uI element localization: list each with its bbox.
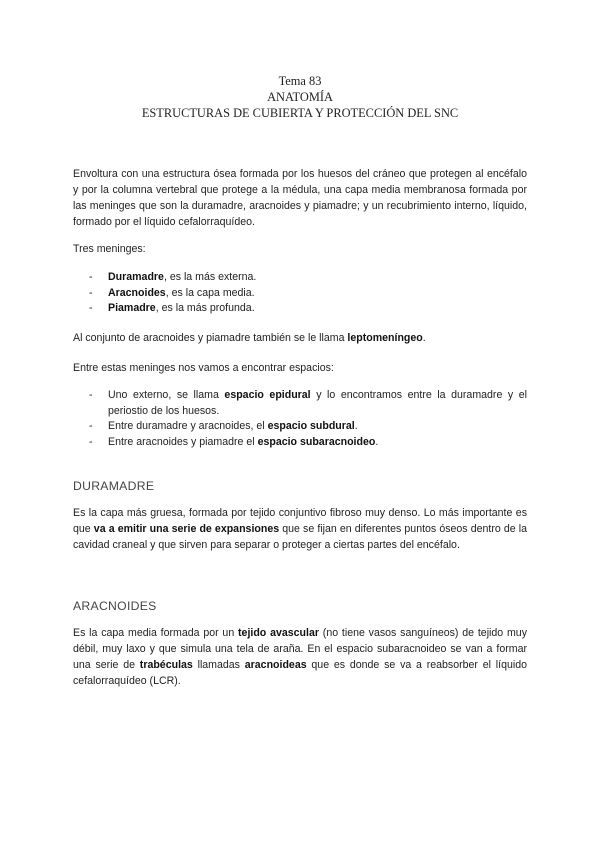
- term-trabeculas: trabéculas: [139, 659, 193, 671]
- term-leptomeningeo: leptomeníngeo: [347, 332, 423, 344]
- term-piamadre: Piamadre: [108, 302, 156, 315]
- duramadre-paragraph: Es la capa más gruesa, formada por tejido conjuntivo fibroso muy denso. Lo más importante es que va a emitir una serie de expansiones que se fijan en diferentes puntos óseos dentro de la cavidad craneal y que sirven para separar o proteger a ciertas partes del encéfalo.: [73, 507, 527, 551]
- term-aracnoides: Aracnoides: [108, 286, 166, 299]
- title-main: ESTRUCTURAS DE CUBIERTA Y PROTECCIÓN DEL SNC: [141, 106, 459, 120]
- espacios-list: [89, 388, 527, 450]
- list-item: - Aracnoides, es la capa media.: [89, 286, 255, 299]
- term-espacio-subdural: espacio subdural: [267, 420, 355, 433]
- list-item: - Piamadre, es la más profunda.: [89, 302, 255, 315]
- term-duramadre: Duramadre: [108, 271, 164, 283]
- document-title: [0, 73, 600, 121]
- list-item: - Entre duramadre y aracnoides, el espacio subdural.: [89, 420, 358, 433]
- espacios-intro: Entre estas meninges nos vamos a encontrar espacios:: [73, 362, 334, 374]
- section-heading-duramadre: DURAMADRE: [73, 479, 155, 493]
- title-topic-number: Tema 83: [278, 74, 322, 88]
- intro-paragraph: Envoltura con una estructura ósea formada por los huesos del cráneo que protegen al encéfalo y por la columna vertebral que protege a la médula, una capa media membranosa formada por las meninges que son la duramadre, aracnoides y piamadre; y un recubrimiento interno, líquido, formado por el líquido cefalorraquídeo.: [73, 168, 527, 228]
- term-espacio-epidural: espacio epidural: [224, 389, 311, 401]
- term-espacio-subaracnoideo: espacio subaracnoideo: [257, 435, 376, 448]
- meninges-intro: Tres meninges:: [73, 243, 146, 255]
- meninges-list: [89, 270, 527, 317]
- term-tejido-avascular: tejido avascular: [238, 627, 319, 639]
- leptomeningeo-paragraph: Al conjunto de aracnoides y piamadre también se le llama leptomeníngeo.: [73, 332, 426, 344]
- term-expansiones: va a emitir una serie de expansiones: [93, 523, 280, 535]
- title-subject: ANATOMÍA: [267, 90, 333, 104]
- section-heading-aracnoides: ARACNOIDES: [73, 599, 157, 613]
- list-item: - Duramadre, es la más externa.: [89, 271, 257, 283]
- term-aracnoideas: aracnoideas: [244, 659, 307, 671]
- list-item: - Entre aracnoides y piamadre el espacio subaracnoideo.: [89, 435, 379, 448]
- list-item: - Uno externo, se llama espacio epidural y lo encontramos entre la duramadre y el periostio de los huesos.: [89, 389, 527, 417]
- aracnoides-paragraph: Es la capa media formada por un tejido avascular (no tiene vasos sanguíneos) de tejido muy débil, muy laxo y que simula una tela de araña. En el espacio subaracnoideo se van a formar una serie de trabéculas llamadas aracnoideas que es donde se va a reabsorber el líquido cefalorraquídeo (LCR).: [73, 627, 527, 687]
